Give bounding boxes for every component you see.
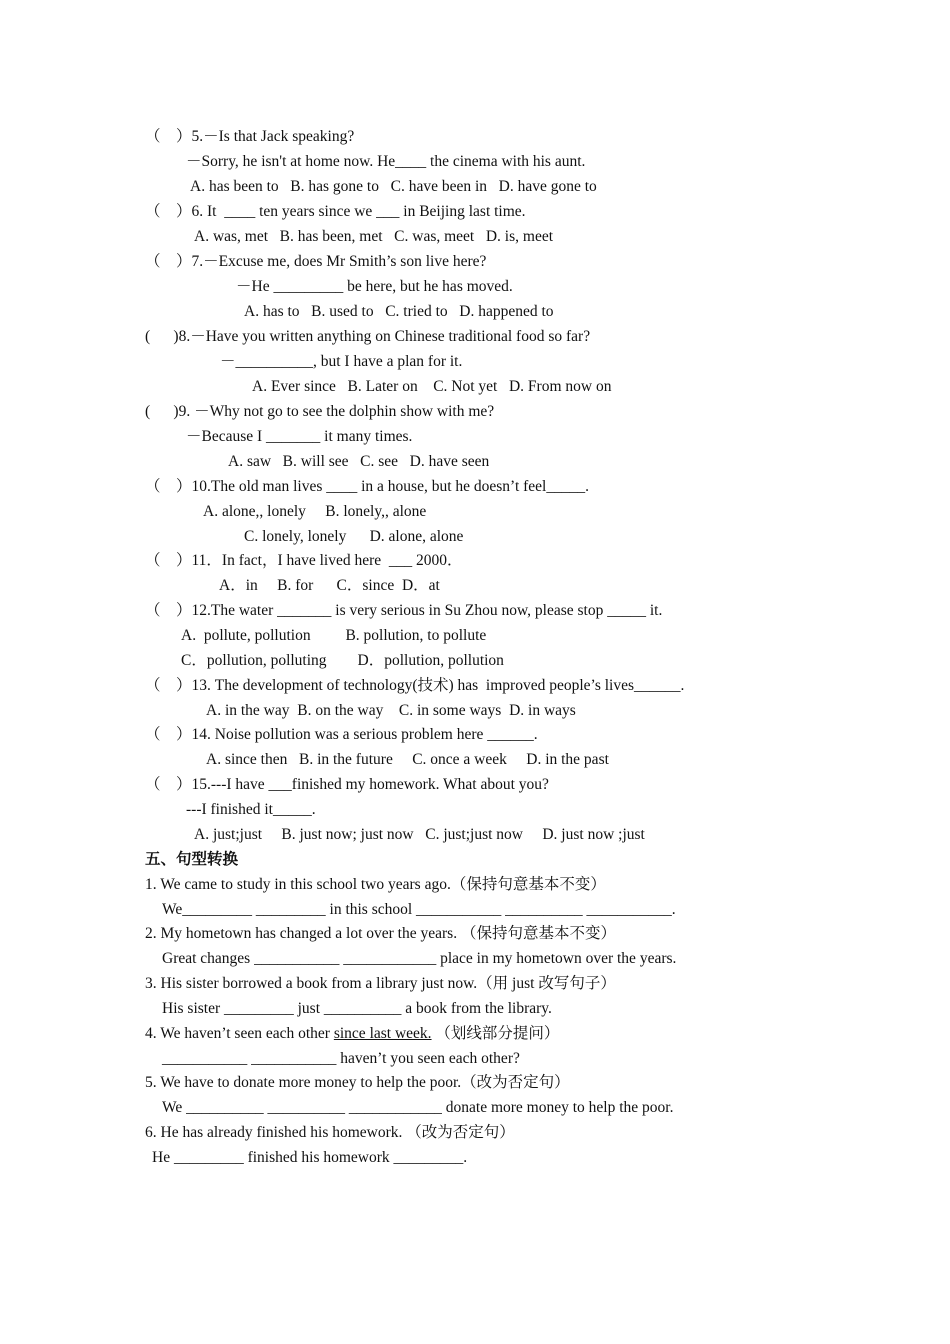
- question-7-dialogue: －He _________ be here, but he has moved.: [236, 278, 513, 295]
- transform-item-6-answer: He _________ finished his homework _________.: [152, 1149, 468, 1166]
- section-title: 五、句型转换: [145, 851, 239, 868]
- transform-item-2: 2. My hometown has changed a lot over the years. （保持句意基本不变）: [145, 925, 616, 942]
- transform-item-4-prefix: 4. We haven’t seen each other: [145, 1025, 334, 1042]
- question-15-options: A. just;just B. just now; just now C. just;just now D. just now ;just: [194, 826, 645, 843]
- question-8-options: A. Ever since B. Later on C. Not yet D. From now on: [252, 378, 612, 395]
- transform-item-5: 5. We have to donate more money to help the poor.（改为否定句）: [145, 1074, 570, 1091]
- question-10-options-c-d: C. lonely, lonely D. alone, alone: [244, 528, 464, 545]
- question-5-dialogue: －Sorry, he isn't at home now. He____ the cinema with his aunt.: [186, 153, 586, 170]
- question-10: （ ）10.The old man lives ____ in a house, but he doesn’t feel_____.: [145, 478, 589, 495]
- question-14: （ ）14. Noise pollution was a serious problem here ______.: [145, 726, 538, 743]
- transform-item-4-instruction: （划线部分提问）: [431, 1025, 560, 1042]
- question-5-options: A. has been to B. has gone to C. have been in D. have gone to: [190, 178, 597, 195]
- question-7: （ ）7.－Excuse me, does Mr Smith’s son live here?: [145, 253, 487, 270]
- question-14-options: A. since then B. in the future C. once a week D. in the past: [206, 751, 609, 768]
- question-9-options: A. saw B. will see C. see D. have seen: [228, 453, 490, 470]
- question-9: ( )9. －Why not go to see the dolphin show with me?: [145, 403, 495, 420]
- underlined-phrase: since last week.: [333, 1025, 432, 1042]
- question-13: （ ）13. The development of technology(技术) has improved people’s lives______.: [145, 677, 685, 694]
- transform-item-1-answer: We_________ _________ in this school ___________ __________ ___________.: [162, 901, 676, 918]
- question-7-options: A. has to B. used to C. tried to D. happened to: [244, 303, 554, 320]
- question-12: （ ）12.The water _______ is very serious in Su Zhou now, please stop _____ it.: [145, 602, 663, 619]
- question-11-options: A．in B. for C．since D．at: [219, 577, 440, 594]
- question-11: （ ）11．In fact，I have lived here ___ 2000．: [145, 552, 463, 569]
- question-10-options-a-b: A. alone,, lonely B. lonely,, alone: [203, 503, 427, 520]
- transform-item-6: 6. He has already finished his homework. （改为否定句）: [145, 1124, 515, 1141]
- question-6-options: A. was, met B. has been, met C. was, meet D. is, meet: [194, 228, 554, 245]
- transform-item-5-answer: We __________ __________ ____________ donate more money to help the poor.: [162, 1099, 674, 1116]
- question-8: ( )8.－Have you written anything on Chinese traditional food so far?: [145, 328, 591, 345]
- question-8-dialogue: －__________, but I have a plan for it.: [220, 353, 463, 370]
- transform-item-3: 3. His sister borrowed a book from a library just now.（用 just 改写句子）: [145, 975, 616, 992]
- transform-item-2-answer: Great changes ___________ ____________ place in my hometown over the years.: [162, 950, 677, 967]
- question-12-options-a-b: A. pollute, pollution B. pollution, to pollute: [181, 627, 487, 644]
- question-12-options-c-d: C．pollution, polluting D．pollution, pollution: [181, 652, 504, 669]
- question-15: （ ）15.---I have ___finished my homework. What about you?: [145, 776, 549, 793]
- question-9-dialogue: －Because I _______ it many times.: [186, 428, 413, 445]
- question-15-dialogue: ---I finished it_____.: [186, 801, 316, 818]
- transform-item-3-answer: His sister _________ just __________ a book from the library.: [162, 1000, 552, 1017]
- transform-item-4-answer: ___________ ___________ haven’t you seen each other?: [162, 1050, 520, 1067]
- question-5: （ ）5.－Is that Jack speaking?: [145, 128, 355, 145]
- transform-item-1: 1. We came to study in this school two years ago.（保持句意基本不变）: [145, 876, 606, 893]
- question-13-options: A. in the way B. on the way C. in some ways D. in ways: [206, 702, 576, 719]
- question-6: （ ）6. It ____ ten years since we ___ in Beijing last time.: [145, 203, 526, 220]
- transform-item-4: [145, 1024, 559, 1044]
